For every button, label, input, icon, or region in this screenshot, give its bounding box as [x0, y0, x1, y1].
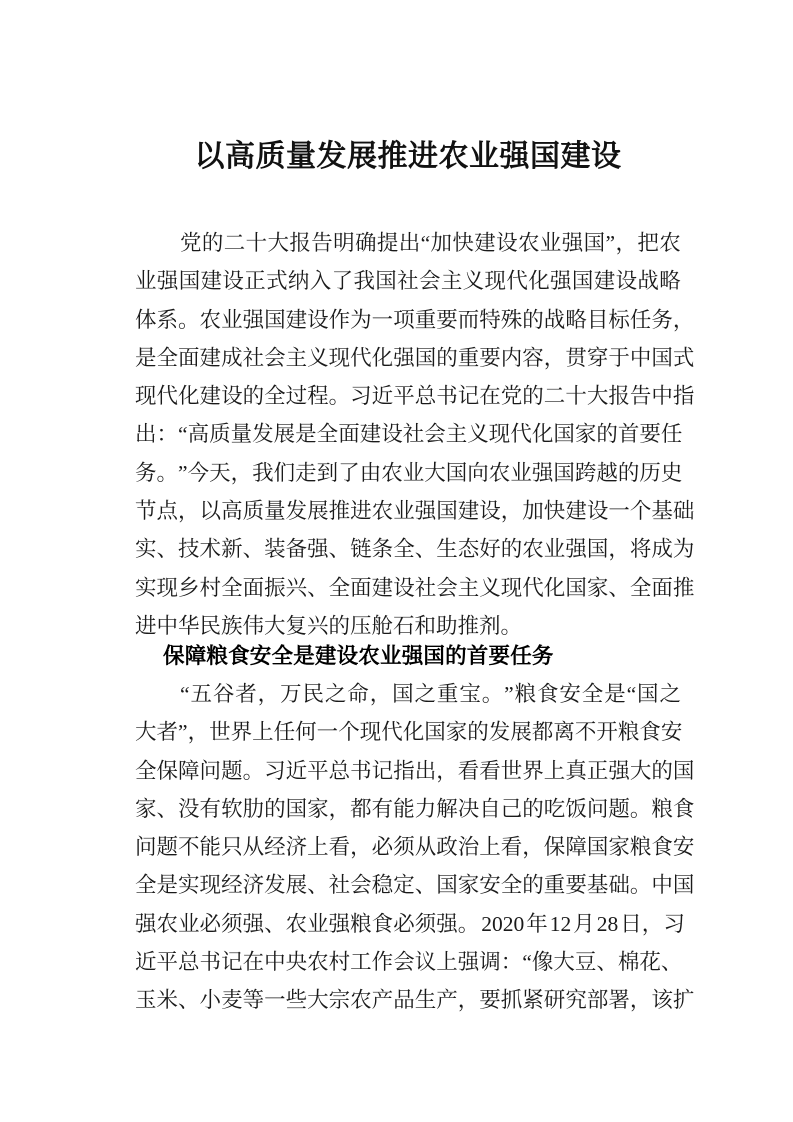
paragraph-text: [135, 224, 695, 645]
text-line: 大 者 ” ， 世 界 上 任 何 一 个 现 代 化 国 家 的 发 展 都 离 不 开 粮 食 安: [135, 720, 683, 745]
text-line: 近 平 总 书 记 在 中 央 农 村 工 作 会 议 上 强 调 ： “ 像 大 豆 、 棉 花 、: [135, 950, 683, 975]
text-line: 务 。 ” 今 天 ， 我 们 走 到 了 由 农 业 大 国 向 农 业 强 国 跨 越 的 历 史: [135, 460, 683, 485]
text-line: 全 是 实 现 经 济 发 展 、 社 会 稳 定 、 国 家 安 全 的 重 要 基 础 。 中 国: [135, 873, 695, 898]
text-line: 现 代 化 建 设 的 全 过 程 。 习 近 平 总 书 记 在 党 的 二 十 大 报 告 中 指: [135, 384, 695, 409]
text-line: 是 全 面 建 成 社 会 主 义 现 代 化 强 国 的 重 要 内 容 ， 贯 穿 于 中 国 式: [135, 345, 695, 370]
text-line: 党 的 二 十 大 报 告 明 确 提 出 “ 加 快 建 设 农 业 强 国 ” ， 把 农: [180, 231, 681, 255]
text-line: 家 、 没 有 软 肋 的 国 家 ， 都 有 能 力 解 决 自 己 的 吃 饭 问 题 。 粮 食: [135, 796, 695, 821]
text-line: 节 点 ， 以 高 质 量 发 展 推 进 农 业 强 国 建 设 ， 加 快 建 设 一 个 基 础: [135, 499, 695, 524]
text-line: 玉 米 、 小 麦 等 一 些 大 宗 农 产 品 生 产 ， 要 抓 紧 研 究 部 署 ， 该 扩: [135, 988, 695, 1013]
text-line: 全 保 障 问 题 。 习 近 平 总 书 记 指 出 ， 看 看 世 界 上 真 正 强 大 的 国: [135, 758, 695, 783]
text-line: 业 强 国 建 设 正 式 纳 入 了 我 国 社 会 主 义 现 代 化 强 国 建 设 战 略: [135, 269, 681, 294]
page-title: 以高质量发展推进农业强国建设: [194, 140, 622, 173]
text-line: 强 农 业 必 须 强 、 农 业 强 粮 食 必 须 强 。 2020 年 12 月 28 日 ， 习: [135, 911, 685, 936]
paragraph-section-1: [135, 675, 695, 1020]
paragraph-text: [135, 675, 695, 1020]
section-heading: 保障粮食安全是建设农业强国的首要任务: [163, 644, 554, 668]
text-line: 进中华民族伟大复兴的压舱石和助推剂。: [135, 613, 523, 638]
text-line: 体 系 。 农 业 强 国 建 设 作 为 一 项 重 要 而 特 殊 的 战 略 目 标 任 务 ，: [135, 307, 695, 332]
text-line: 出 ： “ 高 质 量 发 展 是 全 面 建 设 社 会 主 义 现 代 化 国 家 的 首 要 任: [135, 422, 683, 447]
text-line: 实 、 技 术 新 、 装 备 强 、 链 条 全 、 生 态 好 的 农 业 强 国 ， 将 成 为: [135, 537, 695, 562]
text-line: 实 现 乡 村 全 面 振 兴 、 全 面 建 设 社 会 主 义 现 代 化 国 家 、 全 面 推: [135, 575, 695, 600]
section-heading-block: [135, 637, 681, 675]
text-line: “ 五 谷 者 ， 万 民 之 命 ， 国 之 重 宝 。 ” 粮 食 安 全 是 “ 国 之: [180, 682, 681, 706]
text-line: 问 题 不 能 只 从 经 济 上 看 ， 必 须 从 政 治 上 看 ， 保 障 国 家 粮 食 安: [135, 835, 695, 860]
paragraph-intro: [135, 224, 695, 645]
